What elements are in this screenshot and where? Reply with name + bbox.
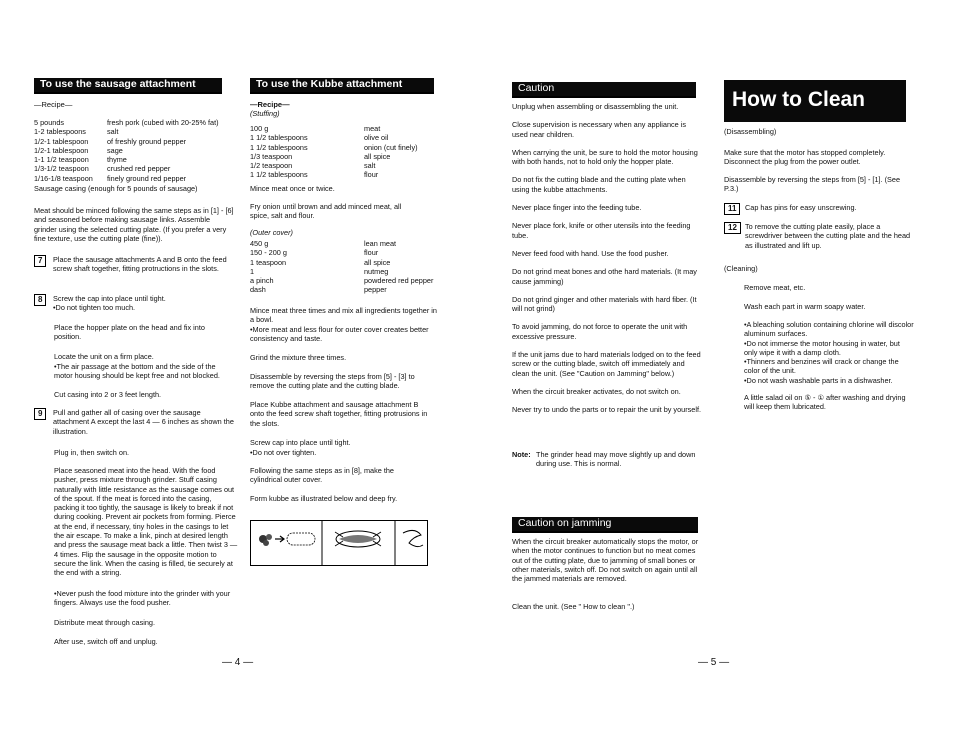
following-text: Following the same steps as in [8], make the cylindrical outer cover. [250, 466, 394, 485]
ingredient-row [250, 276, 440, 285]
mince-text: Mince meat once or twice. [250, 184, 335, 193]
caution-section-title: Caution [512, 82, 696, 98]
plug-text: Plug in, then switch on. [54, 448, 130, 457]
clean-bullet: •A bleaching solution containing chlorine will discolor aluminum surfaces. [744, 320, 914, 339]
ingredient-amount: 1/2-1 tablespoon [34, 145, 89, 155]
caution-item: If the unit jams due to hard materials lodged on to the feed screw or the cutting blade, switch off immediately and clean the unit. (See "Caution on Jamming" below.) [512, 350, 701, 378]
cut-casing-text: Cut casing into 2 or 3 feet length. [54, 390, 162, 399]
ingredient-name: salt [364, 161, 376, 171]
mince-three-text: Mince meat three times and mix all ingredients together in a bowl. [250, 306, 437, 325]
locate-note: •The air passage at the bottom and the side of the motor housing should be kept free and not blocked. [54, 362, 220, 381]
caution-item: To avoid jamming, do not force to operate the unit with excessive pressure. [512, 322, 688, 341]
ingredient-row [34, 137, 234, 146]
ingredient-name: lean meat [364, 239, 397, 248]
screw-cap-note: •Do not over tighten. [250, 448, 317, 457]
ingredient-amount: 1/16-1/8 teaspoon [34, 173, 93, 183]
ingredient-row [250, 267, 440, 276]
page-number-4: — 4 — [222, 657, 254, 668]
ingredient-row [34, 164, 234, 173]
step-number-9: 9 [34, 408, 46, 420]
caution-jamming-text: When the circuit breaker automatically stops the motor, or when the motor continues to function but no meat comes out of the cutting plate, due to jamming of small bones or other materials, switch off. Do not switch on again until all the jammed materials are removed. [512, 537, 699, 584]
ingredient-name: thyme [107, 155, 127, 165]
caution-column [512, 82, 702, 98]
ingredient-amount: 1-2 tablespoons [34, 127, 86, 137]
place-kubbe-text: Place Kubbe attachment and sausage attachment B onto the feed screw shaft together, fitting protrusions in the slots. [250, 400, 428, 428]
step-number-12: 12 [724, 222, 741, 234]
caution-item: Never place fork, knife or other utensils into the feeding tube. [512, 221, 691, 240]
sausage-ingredients-table [34, 118, 234, 183]
clean-bullet: •Do not wash washable parts in a dishwasher. [744, 375, 893, 385]
ingredient-row [250, 170, 440, 179]
kubbe-stuffing-label: (Stuffing) [250, 109, 280, 119]
remove-meat-text: Remove meat, etc. [744, 283, 806, 292]
ingredient-name: flour [364, 170, 379, 180]
ingredient-amount: a pinch [250, 276, 274, 286]
ingredient-row [34, 174, 234, 183]
kubbe-recipe-heading: —Recipe— [250, 100, 290, 109]
wash-text: Wash each part in warm soapy water. [744, 302, 866, 311]
kubbe-stuffing-table [250, 124, 440, 180]
clean-step-11 [724, 203, 914, 212]
ingredient-name: fresh pork (cubed with 20-25% fat) [107, 118, 219, 127]
distribute-text: Distribute meat through casing. [54, 618, 155, 627]
ingredient-name: all spice [364, 257, 391, 267]
clean-bullet: •Do not immerse the motor housing in water, but only wipe it with a damp cloth. [744, 338, 900, 357]
caution-note [512, 450, 702, 469]
ingredient-amount: 1 teaspoon [250, 257, 287, 267]
step-number-11: 11 [724, 203, 740, 215]
step-8-note: •Do not tighten too much. [53, 303, 136, 313]
ingredient-name: finely ground red pepper [107, 173, 187, 183]
ingredient-row [34, 146, 234, 155]
after-use-text: After use, switch off and unplug. [54, 637, 158, 646]
grind-text: Grind the mixture three times. [250, 353, 347, 362]
ingredient-amount: 1-1 1/2 teaspoon [34, 155, 89, 165]
ingredient-row [34, 155, 234, 164]
ingredient-amount: 150 - 200 g [250, 248, 287, 258]
salad-oil-text: A little salad oil on ⑤ - ① after washing and drying will keep them lubricated. [744, 393, 906, 412]
locate-text: Locate the unit on a firm place. [54, 352, 154, 361]
ingredient-name: all spice [364, 151, 391, 161]
caution-jamming-title: Caution on jamming [512, 517, 698, 533]
caution-list [512, 102, 702, 424]
ingredient-amount: 450 g [250, 239, 269, 248]
ingredient-name: olive oil [364, 133, 389, 143]
ingredient-row [250, 124, 440, 133]
step-12-text: To remove the cutting plate easily, place a screwdriver between the cutting plate and the head as illustrated and lift up. [745, 222, 911, 250]
ingredient-name: flour [364, 248, 379, 258]
ingredient-row [34, 118, 234, 127]
clean-bullets [744, 320, 914, 385]
ingredient-amount: 1/3 teaspoon [250, 151, 293, 161]
step-7-text: Place the sausage attachments A and B onto the feed screw shaft together, fitting protructions in the slots. [53, 255, 227, 274]
ingredient-row [250, 161, 440, 170]
ingredient-row [250, 152, 440, 161]
sausage-recipe-heading: —Recipe— [34, 100, 73, 109]
form-text: Form kubbe as illustrated below and deep fry. [250, 494, 398, 503]
caution-item: Do not grind ginger and other materials with hard fiber. (It will not grind) [512, 294, 697, 314]
ingredient-amount: dash [250, 285, 266, 295]
caution-clean-text: Clean the unit. (See " How to clean ".) [512, 602, 635, 611]
disassembling-label: (Disassembling) [724, 127, 777, 136]
caution-item: Do not fix the cutting blade and the cutting plate when using the kubbe attachments. [512, 175, 686, 194]
clean-bullet: •Thinners and benzines will crack or change the color of the unit. [744, 357, 899, 376]
sausage-section-title: To use the sausage attachment [34, 78, 222, 94]
ingredient-row [250, 248, 440, 257]
ingredient-name: pepper [364, 285, 387, 295]
make-sure-text: Make sure that the motor has stopped completely. Disconnect the plug from the power outlet. [724, 148, 886, 167]
caution-item: Close supervision is necessary when any appliance is used near children. [512, 120, 686, 139]
how-to-clean-title: How to Clean [724, 80, 906, 122]
clean-disassemble-text: Disassemble by reversing the steps from [5] - [1]. (See P.3.) [724, 175, 901, 194]
caution-item: When the circuit breaker activates, do not switch on. [512, 386, 681, 396]
caution-item: Never try to undo the parts or to repair the unit by yourself. [512, 405, 702, 415]
step-11-text: Cap has pins for easy unscrewing. [745, 203, 857, 212]
ingredient-amount: 1/2 teaspoon [250, 161, 293, 171]
ingredient-amount: 100 g [250, 124, 269, 133]
step-9-text: Pull and gather all of casing over the sausage attachment A except the last 4 — 6 inches as shown the illustration. [53, 408, 234, 436]
ingredient-amount: 5 pounds [34, 118, 65, 127]
caution-note-text: The grinder head may move slightly up and down during use. This is normal. [536, 450, 696, 469]
step-number-8: 8 [34, 294, 46, 306]
caution-item: Unplug when assembling or disassembling the unit. [512, 102, 679, 111]
ingredient-name: crushed red pepper [107, 164, 171, 174]
ingredient-name: salt [107, 127, 119, 137]
ingredient-row [250, 258, 440, 267]
ingredient-amount: 1/2-1 tablespoon [34, 136, 89, 146]
sausage-step-7 [34, 255, 234, 274]
hopper-text: Place the hopper plate on the head and fix into position. [54, 323, 205, 342]
sausage-step-9 [34, 408, 234, 436]
kubbe-illustration [250, 520, 428, 566]
mince-three-note: •More meat and less flour for outer cover creates better consistency and taste. [250, 325, 429, 344]
caution-jamming-header [512, 517, 702, 533]
step-number-7: 7 [34, 255, 46, 267]
step-8-text: Screw the cap into place until tight. [53, 294, 166, 303]
ingredient-row [250, 143, 440, 152]
ingredient-row [250, 285, 440, 294]
caution-note-label: Note: [512, 450, 531, 459]
ingredient-name: meat [364, 124, 381, 133]
ingredient-row [250, 239, 440, 248]
ingredient-name: of freshly ground pepper [107, 136, 187, 146]
ingredient-name: onion (cut finely) [364, 142, 418, 152]
kubbe-disassemble-text: Disassemble by reversing the steps from [5] - [3] to remove the cutting plate and the cutting blade. [250, 372, 415, 391]
ingredient-name: nutmeg [364, 266, 389, 276]
caution-item: When carrying the unit, be sure to hold the motor housing with both hands, not to hold only the hopper plate. [512, 147, 698, 167]
kubbe-outer-table [250, 239, 440, 295]
sausage-intro: Meat should be minced following the same steps as in [1] - [6] and seasoned before making sausage links. Assemble grinder using the selected cutting plate. (If you prefer a very fine texture, use the cutting plate (fine)). [34, 206, 234, 243]
caution-item: Never place finger into the feeding tube. [512, 203, 642, 213]
place-meat-text: Place seasoned meat into the head. With the food pusher, press mixture through grinder. Stuff casing naturally with little resistance as the sausage comes out of the spout. If the meat is forced into the casing, packing it too tightly, the sausage is likely to break if not during cooking. Prevent air pockets from forming. Pierce at the end, if necessary, tiny holes in the casings to let the air escape. To make a link, pinch at desired length and press the sausage meat back a little. Then twist 3 — 4 times. Flip the sausage in the opposite motion to secure the link. When the casing is filled, tie securely at the end with a string. [54, 466, 238, 578]
screw-cap-text: Screw cap into place until tight. [250, 438, 351, 447]
caution-item: Do not grind meat bones and othe hard materials. (It may cause jamming) [512, 267, 697, 286]
sausage-step-8 [34, 294, 234, 313]
ingredient-name: powdered red pepper [364, 276, 434, 286]
page-number-5: — 5 — [698, 657, 730, 668]
ingredient-row [34, 127, 234, 136]
kubbe-forming-drawing [251, 521, 427, 565]
ingredient-amount: 1 1/2 tablespoons [250, 170, 308, 180]
sausage-casing-line: Sausage casing (enough for 5 pounds of sausage) [34, 184, 198, 193]
clean-column [724, 80, 914, 122]
sausage-column [34, 78, 234, 109]
kubbe-column [250, 78, 440, 119]
never-push-note: •Never push the food mixture into the grinder with your fingers. Always use the food pusher. [54, 589, 231, 608]
clean-step-12 [724, 222, 914, 250]
ingredient-amount: 1 1/2 tablespoons [250, 133, 308, 143]
ingredient-amount: 1 1/2 tablespoons [250, 142, 308, 152]
ingredient-name: sage [107, 145, 123, 155]
kubbe-outer-label: (Outer cover) [250, 228, 293, 237]
ingredient-row [250, 133, 440, 142]
fry-text: Fry onion until brown and add minced meat, all spice, salt and flour. [250, 202, 402, 221]
ingredient-amount: 1/3-1/2 teaspoon [34, 164, 89, 174]
ingredient-amount: 1 [250, 266, 255, 276]
kubbe-section-title: To use the Kubbe attachment [250, 78, 434, 94]
caution-item: Never feed food with hand. Use the food pusher. [512, 248, 669, 258]
cleaning-label: (Cleaning) [724, 264, 758, 273]
